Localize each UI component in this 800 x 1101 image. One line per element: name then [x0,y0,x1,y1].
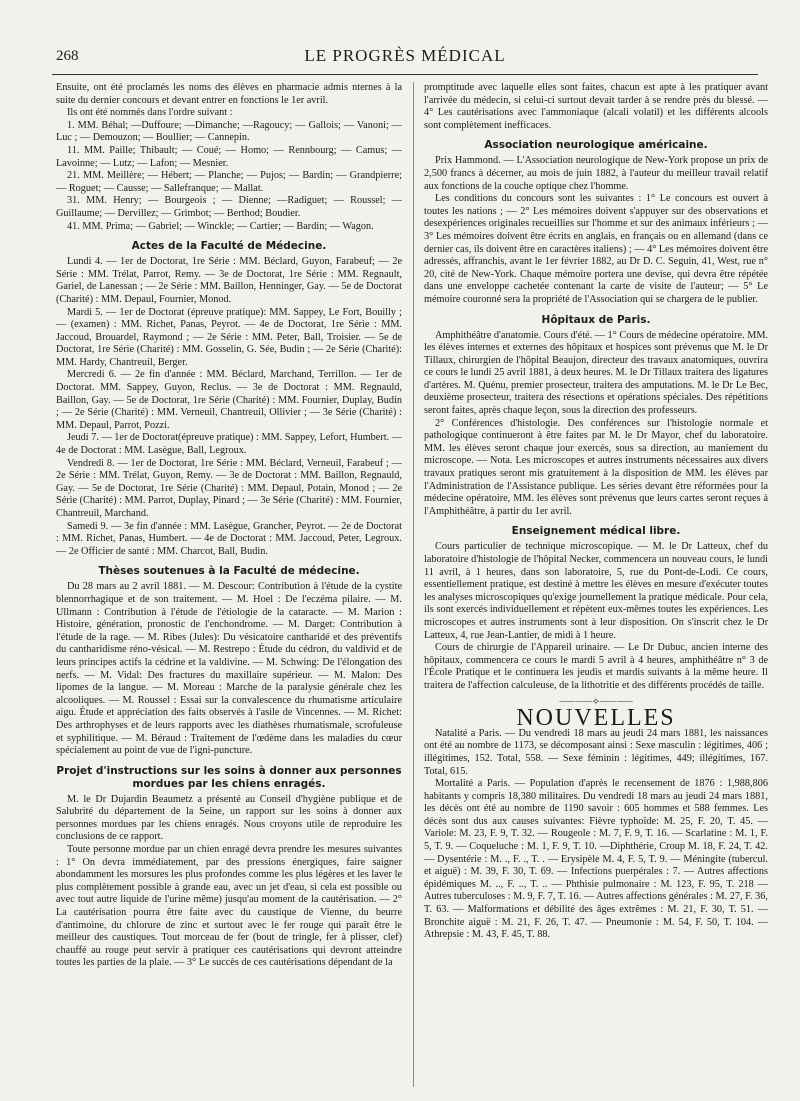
section-heading-theses: Thèses soutenues à la Faculté de médecine. [98,565,360,578]
paragraph: 1. MM. Béhal; —Duffoure; —Dimanche; —Ragoucy; — Gallois; — Vanoni; — Luc ; — Demouzon; — Boullier; — Cannepin. [56,119,402,144]
paragraph: Mardi 5. — 1er de Doctorat (épreuve pratique): MM. Sappey, Le Fort, Bouilly ; — (examen) : MM. Richet, Panas, Peyrot. — 4e de Doctorat, 1re Série : MM. Jaccoud, Brouardel, Raymond ; — 2e Série : MM. Peter, Ball, Troisier. — 5e de Doctorat, 1re Série (Charité) : MM. Gosselin, G. Sée, Budin ; — 2e Série (Charité): MM. Hardy, Chantreuil, Berger. [56,306,402,368]
paragraph: Mortalité a Paris. — Population d'après le recensement de 1876 : 1,988,806 habitants y compris 18,380 militaires. Du vendredi 18 mars au jeudi 24 mars 1881, les décès ont été au nombre de 1190 savoir : 605 hommes et 588 femmes. Les décès sont dus aux causes suivantes: Fièvre typhoïde: M. 25, F. 20, T. 45. — Variole: M. 23, F. 9, T. 32. — Rougeole : M. 7, F. 9, T. 16. — Scarlatine : M. 1, F. 5, T. 9. — Coqueluche : M. 1, F. 9, T. 10. —Diphthérie, Croup M. 18, F. 24, T. 42. — Dysentérie : M. ., F. ., T. . — Erysipèle M. 4, F. 5, T. 9. — Méningite (tubercul. et aiguë) : M. 39, F. 30, T. 69. — Infections puerpérales : 7. — Autres affections épidémiques M. .., F. .., T. .. — Phthisie pulmonaire : M. 123, F. 95, T. 218 —Autres tuberculoses : M. 9, F. 7, T. 16. — Autres affections générales : M. 27, F. 36, T. 63. — Malformations et débilité des âges extrêmes : M. 21, F. 30, T. 51. — Bronchite aiguë : M. 21, F. 26, T. 47. — Pneumonie : M. 54, F. 50, T. 104. — Athrepsie : M. 43, F. 45, T. 88. [424,778,768,941]
paragraph: 21. MM. Meillère; — Hébert; — Planche; — Pujos; — Bardin; — Grandpierre; — Roguet; — Causse; — Sallefranque; — Mallat. [56,170,402,194]
paragraph: Cours de chirurgie de l'Appareil urinaire. — Le Dr Dubuc, ancien interne des hôpitaux, commencera ce cours le mardi 5 avril à 4 heures, amphithéâtre n° 3 de l'École Pratique et le continuera les jeudis et mardis suivants à la même heure. Il traitera de l'affection calculeuse, de la lithotritie et des différents procédés de taille. [424,642,768,691]
paragraph: Du 28 mars au 2 avril 1881. — M. Descour: Contribution à l'étude de la cystite blennorrhagique et de son traitement. — M. Hoel : De l'eczéma pilaire. — M. Ullmann : Contribution à l'étude de l'étiologie de la cataracte. — M. Marion : Histoire, génération, pronostic de l'enchondrome. — M. Darget: Contribution à l'étude de la rage. — M. Ribes (Jules): Du vésicatoire cantharidé et des préventifs du cantharidisme réno-vésical. — M. Restrepo : Étude du cédron, du valdivid et de leurs principes actifs la cédrine et la valdivine. — M. Schwing: De l'élongation des nerfs. — M. Vidal: Des fractures du maxillaire supérieur. — M. Malon: Des lipomes de la langue. — M. Moreau : Marche de la paralysie générale chez les alcooliques. — M. Roussel : Essai sur la convalescence du rhumatisme articulaire aigu. Étude et appréciation des faits observés à l'asile de Vincennes. — M. Richet: Des arthrophyses et de leurs rapports avec les diathèses rhumatismale, scrofuleuse et syphilitique. — M. Béraud : Traitement de l'œdème dans les maladies du cœur spécialement au point de vue de l'igni-puncture. [56,581,402,757]
paragraph: 11. MM. Paille; Thibault; — Coué; — Homo; — Rennbourg; — Camus; — Lavoinne; — Lutz; — Lafon; — Mesnier. [56,144,402,169]
paragraph: Samedi 9. — 3e fin d'année : MM. Lasègue, Grancher, Peyrot. — 2e de Doctorat : MM. Richet, Panas, Humbert. — 4e de Doctorat : MM. Jaccoud, Peter, Legroux. — 2e Officier de santé : MM. Charcot, Ball, Budin. [56,520,402,557]
right-column [424,82,768,1087]
section-heading-hopitaux: Hôpitaux de Paris. [541,313,651,326]
ornament-divider: ⸺⸺⟡⸺⸺ [558,695,634,707]
paragraph: Lundi 4. — 1er de Doctorat, 1re Série : MM. Béclard, Guyon, Farabeuf; — 2e Série : MM. Trélat, Parrot, Remy. — 3e de Doctorat, 1re Série : MM. Regnault, Gariel, de Lanessan ; — 2e Série : MM. Baillon, Henninger, Gay. — 5e de Doctorat (Charité) : MM. Depaul, Fournier, Monod. [56,256,402,305]
paragraph: Vendredi 8. — 1er de Doctorat, 1re Série : MM. Béclard, Verneuil, Farabeuf ; — 2e Série : MM. Trélat, Guyon, Remy. — 3e de Doctorat : MM. Baillon, Regnauld, Gay. — 5e de Doctorat, 1re Série (Charité) : MM. Depaul, Potain, Monod ; — 2e Série (Charité) : MM. Parrot, Duplay, Pinard ; — 3e Série (Charité) : MM. Fournier, Chantreuil, Marchand. [56,457,402,519]
paragraph: M. le Dr Dujardin Beaumetz a présenté au Conseil d'hygiène publique et de Salubrité du département de la Seine, un rapport sur les soins à donner aux personnes mordues par les chiens enragés. Nous croyons utile de reproduire les conclusions de ce rapport. [56,793,402,843]
paragraph: Prix Hammond. — L'Association neurologique de New-York propose un prix de 2,500 francs à décerner, au mois de juin 1882, à l'auteur du meilleur travail relatif aux fonctions de la couche optique chez l'homme. [424,155,768,192]
paragraph: 41. MM. Prima; — Gabriel; — Winckle; — Cartier; — Bardin; — Wagon. [67,220,374,232]
paragraph: Toute personne mordue par un chien enragé devra prendre les mesures suivantes : 1° On devra immédiatement, par des pressions énergiques, faire saigner abondamment les morsures les plus profondes comme les plus légères et les laver le plus complètement possible à grande eau, avec un jet d'eau, si cela est possible ou avec tout autre liquide de l'urine même) jusqu'au moment de la cautérisation. — 2° La cautérisation pourra être faite avec du caustique de Vienne, du beurre d'antimoine, du chlorure de zinc et surtout avec le fer rouge qui paraît être le meilleur des caustiques. Tout morceau de fer (bout de tringle, fer à plisser, clef) chauffé au rouge peut servir à pratiquer ces cautérisations qui devront atteindre toutes les parties de la plaie. — 3° Le succès de ces cautérisations dépendant de la [56,844,402,969]
section-heading-association: Association neurologique américaine. [484,139,708,152]
paragraph: Ensuite, ont été proclamés les noms des élèves en pharmacie admis nternes à la suite du dernier concours et devant entrer en fonctions le 1er avril. [56,82,402,106]
paragraph: 2° Conférences d'histologie. Des conférences sur l'histologie normale et pathologique continueront à être faites par M. le Dr Mayor, chef du laboratoire. MM. les élèves seront chaque jour exercés, sous sa direction, au maniement du microscope. — Nota. Les microscopes et autres instruments nécessaires aux divers travaux pratiques seront mis gratuitement à la disposition de MM. les élèves par l'Administration de l'Assistance publique. Les séries devant être réformées pour la médecine opératoire, MM. les élèves sont prévenus que leurs cartes seront reçues à l'Amphithéâtre, à partir du 1er avril. [424,417,768,517]
paragraph: Natalité a Paris. — Du vendredi 18 mars au jeudi 24 mars 1881, les naissances ont été au nombre de 1173, se décomposant ainsi : Sexe masculin : légitimes, 406 ; illégitimes, 152. Total, 558. — Sexe féminin : légitimes, 449; illégitimes, 167. Total, 615. [424,727,768,777]
section-heading-nouvelles: NOUVELLES [516,705,676,732]
paragraph: promptitude avec laquelle elles sont faites, chacun est apte à les pratiquer avant l'arrivée du médecin, si celui-ci surtout devait tarder à se rendre près du blessé. — 4° Les cautérisations avec l'ammoniaque (alcali volatil) et les différents alcools sont complètement inefficaces. [424,82,768,131]
paragraph: 31. MM. Henry; — Bourgeois ; — Dienne; —Radiguet; — Roussel; — Guillaume; — Dervillez; — Grimbot; — Berthod; Boudier. [56,195,402,219]
page-number: 268 [56,48,79,64]
section-heading-projet: Projet d'instructions sur les soins à donner aux personnes mordues par les chiens enragés. [56,764,402,790]
paragraph: Ils ont été nommés dans l'ordre suivant : [67,107,233,119]
page-header [52,44,758,70]
section-heading-enseignement: Enseignement médical libre. [511,525,681,538]
running-title: LE PROGRÈS MÉDICAL [304,46,506,65]
paragraph: Jeudi 7. — 1er de Doctorat(épreuve pratique) : MM. Sappey, Lefort, Humbert. — 4e de Doctorat : MM. Lasègue, Ball, Legroux. [56,432,402,457]
section-heading-actes: Actes de la Faculté de Médecine. [131,240,327,253]
paragraph: Mercredi 6. — 2e fin d'année : MM. Béclard, Marchand, Terrillon. — 1er de Doctorat. MM. Sappey, Guyon, Reclus. — 3e de Doctorat : MM. Regnauld, Baillon, Gay. — 5e de Doctorat, 1re Série (Charité) : MM. Fournier, Duplay, Budin ; — 2e Série (Charité) : MM. Verneuil, Chantreuil, Ollivier ; — 3e Série (Charité) : MM. Depaul, Parrot, Pozzi. [56,369,402,431]
column-divider [413,82,414,1087]
left-column [56,82,402,1087]
paragraph: Cours particulier de technique microscopique. — M. le Dr Latteux, chef du laboratoire d'histologie de l'hôpital Necker, commencera un nouveau cours, le lundi 11 avril, à 1 heures, dans son laboratoire, 5, rue du Pont-de-Lodi. Ce cours, essentiellement pratique, est destiné à mettre les élèves en mesure d'exécuter toutes les analyses microscopiques qu'exige journellement la pratique médicale. Pour cela, ils sont exercés individuellement et répètent eux-mêmes toutes les expériences. Les microscopes et autres instruments sont à leur disposition. On s'inscrit chez le Dr Latteux, 4, rue Jean-Lantier, de midi à 1 heure. [424,541,768,641]
header-rule [52,74,758,75]
paragraph: Amphithéâtre d'anatomie. Cours d'été. — 1° Cours de médecine opératoire. MM. les élèves internes et externes des hôpitaux et hospices sont prévenus que M. le Dr Tillaux, chirurgien de l'hôpital Beaujon, directeur des travaux anatomiques, ouvrira ce cours le lundi 25 avril 1881, à deux heures. M. le Dr Tillaux traitera des ligatures d'artères. M. Quénu, premier prosecteur, traitera des amputations. M. le Dr Le Bec, deuxième prosecteur, traitera des résections et opérations spéciales. Des répétitions seront faites, après chaque leçon, sous la direction des professeurs. [424,329,768,417]
paragraph: Les conditions du concours sont les suivantes : 1° Le concours est ouvert à toutes les nations ; — 2° Les mémoires doivent s'appuyer sur des observations et desexpériences originales recueillies sur l'homme et sur des animaux inférieurs ; — 3° Les mémoires doivent être écrits en anglais, en français ou en allemand (dans ce dernier cas, ils doivent être en caractères italiens) ; — 4° Les mémoires doivent être adressés, affranchis, avant le 1er février 1882, au Dr D. C. Seguin, 41, West, rue n° 20, cité de New-York. Chaque mémoire portera une devise, qui devra être répétée dans une enveloppe cachetée contenant la carte de visite de l'auteur; — 5° Le mémoire couronné sera la propriété de l'Association qui se chargera de le publier. [424,193,768,305]
